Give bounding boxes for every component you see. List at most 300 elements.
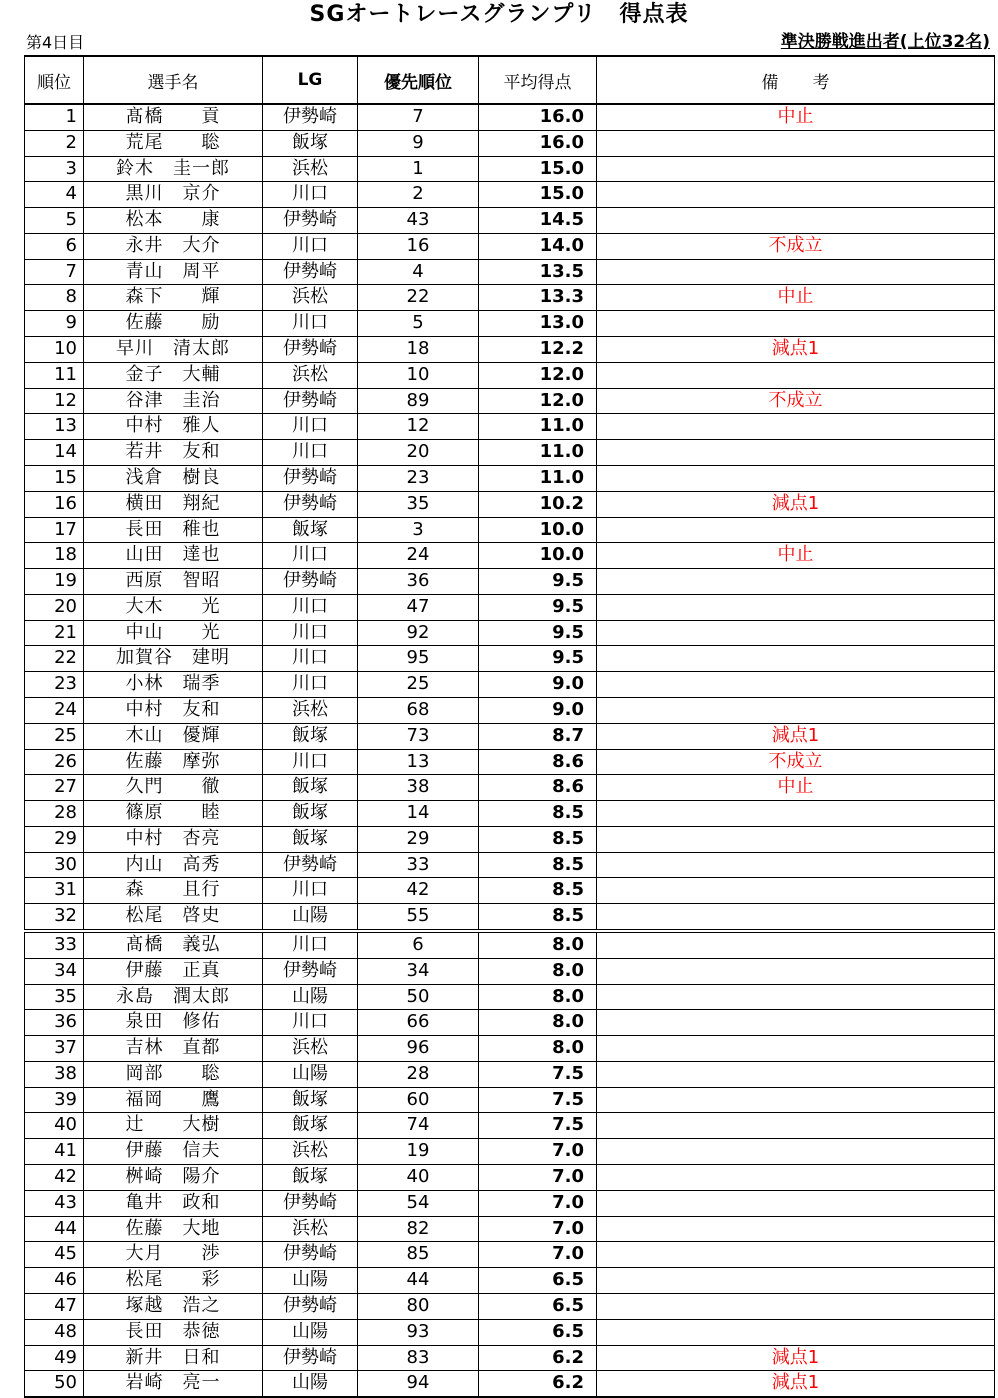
qualify-note: 準決勝戦進出者(上位32名) xyxy=(780,32,990,52)
cell-lg: 川口 xyxy=(263,672,358,698)
cell-rank: 10 xyxy=(25,337,84,363)
cell-rank: 17 xyxy=(25,517,84,543)
cell-name: 髙橋 貢 xyxy=(84,104,263,130)
cell-name: 塚越 浩之 xyxy=(84,1293,263,1319)
cell-name: 永井 大介 xyxy=(84,233,263,259)
cell-name: 佐藤 大地 xyxy=(84,1216,263,1242)
cell-rank: 47 xyxy=(25,1293,84,1319)
cell-remark: 減点1 xyxy=(597,337,995,363)
table-row xyxy=(25,1061,995,1087)
cell-rank: 20 xyxy=(25,594,84,620)
cell-priority: 66 xyxy=(358,1010,479,1036)
cell-avg: 10.2 xyxy=(479,491,597,517)
cell-remark xyxy=(597,1010,995,1036)
cell-remark xyxy=(597,646,995,672)
cell-rank: 44 xyxy=(25,1216,84,1242)
cell-lg: 飯塚 xyxy=(263,130,358,156)
cell-priority: 54 xyxy=(358,1190,479,1216)
table-row xyxy=(25,620,995,646)
table-row xyxy=(25,414,995,440)
cell-rank: 7 xyxy=(25,259,84,285)
cell-lg: 伊勢崎 xyxy=(263,1242,358,1268)
cell-avg: 7.5 xyxy=(479,1087,597,1113)
table-row xyxy=(25,569,995,595)
cell-priority: 60 xyxy=(358,1087,479,1113)
table-row xyxy=(25,931,995,958)
cell-remark xyxy=(597,1293,995,1319)
cell-name: 山田 達也 xyxy=(84,543,263,569)
cell-rank: 14 xyxy=(25,440,84,466)
cell-priority: 3 xyxy=(358,517,479,543)
table-row xyxy=(25,1268,995,1294)
cell-priority: 12 xyxy=(358,414,479,440)
cell-priority: 22 xyxy=(358,285,479,311)
cell-priority: 9 xyxy=(358,130,479,156)
table-row xyxy=(25,208,995,234)
table-row xyxy=(25,285,995,311)
cell-remark: 中止 xyxy=(597,285,995,311)
table-row xyxy=(25,543,995,569)
cell-remark xyxy=(597,1165,995,1191)
cell-name: 加賀谷 建明 xyxy=(84,646,263,672)
cell-avg: 6.2 xyxy=(479,1345,597,1371)
cell-name: 岩崎 亮一 xyxy=(84,1371,263,1397)
cell-remark xyxy=(597,1036,995,1062)
table-row xyxy=(25,801,995,827)
cell-name: 大木 光 xyxy=(84,594,263,620)
table-row xyxy=(25,1010,995,1036)
cell-remark xyxy=(597,620,995,646)
cell-rank: 38 xyxy=(25,1061,84,1087)
cell-name: 木山 優輝 xyxy=(84,723,263,749)
cell-avg: 8.7 xyxy=(479,723,597,749)
cell-priority: 47 xyxy=(358,594,479,620)
cell-lg: 川口 xyxy=(263,620,358,646)
cell-name: 篠原 睦 xyxy=(84,801,263,827)
cell-priority: 85 xyxy=(358,1242,479,1268)
cell-remark xyxy=(597,958,995,984)
cell-name: 森下 輝 xyxy=(84,285,263,311)
table-row xyxy=(25,517,995,543)
cell-avg: 16.0 xyxy=(479,130,597,156)
cell-rank: 48 xyxy=(25,1319,84,1345)
cell-remark: 不成立 xyxy=(597,749,995,775)
cell-priority: 25 xyxy=(358,672,479,698)
cell-lg: 伊勢崎 xyxy=(263,259,358,285)
cell-lg: 伊勢崎 xyxy=(263,388,358,414)
cell-priority: 33 xyxy=(358,852,479,878)
table-row xyxy=(25,646,995,672)
cell-priority: 1 xyxy=(358,156,479,182)
cell-remark xyxy=(597,569,995,595)
cell-remark xyxy=(597,1190,995,1216)
cell-avg: 7.5 xyxy=(479,1061,597,1087)
cell-avg: 8.5 xyxy=(479,826,597,852)
score-table xyxy=(24,55,995,1398)
cell-name: 青山 周平 xyxy=(84,259,263,285)
cell-remark: 中止 xyxy=(597,543,995,569)
cell-name: 亀井 政和 xyxy=(84,1190,263,1216)
cell-remark: 中止 xyxy=(597,104,995,130)
cell-lg: 川口 xyxy=(263,646,358,672)
cell-priority: 13 xyxy=(358,749,479,775)
cell-remark xyxy=(597,182,995,208)
table-row xyxy=(25,491,995,517)
cell-name: 中村 友和 xyxy=(84,697,263,723)
cell-name: 森 且行 xyxy=(84,878,263,904)
cell-priority: 35 xyxy=(358,491,479,517)
cell-remark: 減点1 xyxy=(597,491,995,517)
table-row xyxy=(25,1371,995,1397)
table-row xyxy=(25,1113,995,1139)
cell-priority: 55 xyxy=(358,904,479,931)
cell-priority: 18 xyxy=(358,337,479,363)
cell-avg: 8.0 xyxy=(479,1036,597,1062)
cell-avg: 11.0 xyxy=(479,414,597,440)
cell-lg: 伊勢崎 xyxy=(263,569,358,595)
cell-rank: 31 xyxy=(25,878,84,904)
cell-rank: 19 xyxy=(25,569,84,595)
cell-avg: 8.5 xyxy=(479,852,597,878)
cell-lg: 川口 xyxy=(263,311,358,337)
cell-name: 松尾 啓史 xyxy=(84,904,263,931)
cell-avg: 13.0 xyxy=(479,311,597,337)
cell-name: 泉田 修佑 xyxy=(84,1010,263,1036)
cell-name: 福岡 鷹 xyxy=(84,1087,263,1113)
cell-avg: 8.0 xyxy=(479,1010,597,1036)
cell-priority: 82 xyxy=(358,1216,479,1242)
cell-lg: 飯塚 xyxy=(263,517,358,543)
cell-rank: 15 xyxy=(25,465,84,491)
cell-lg: 浜松 xyxy=(263,1216,358,1242)
cell-name: 中山 光 xyxy=(84,620,263,646)
cell-rank: 22 xyxy=(25,646,84,672)
cell-priority: 6 xyxy=(358,931,479,958)
cell-lg: 伊勢崎 xyxy=(263,465,358,491)
cell-lg: 川口 xyxy=(263,233,358,259)
cell-avg: 7.0 xyxy=(479,1190,597,1216)
cell-rank: 39 xyxy=(25,1087,84,1113)
col-header-priority: 優先順位 xyxy=(358,56,479,104)
cell-name: 松本 康 xyxy=(84,208,263,234)
cell-remark xyxy=(597,414,995,440)
cell-name: 浅倉 樹良 xyxy=(84,465,263,491)
cell-lg: 川口 xyxy=(263,543,358,569)
cell-remark xyxy=(597,594,995,620)
cell-priority: 44 xyxy=(358,1268,479,1294)
cell-name: 早川 清太郎 xyxy=(84,337,263,363)
table-row xyxy=(25,130,995,156)
cell-priority: 83 xyxy=(358,1345,479,1371)
cell-rank: 13 xyxy=(25,414,84,440)
cell-name: 佐藤 摩弥 xyxy=(84,749,263,775)
cell-remark xyxy=(597,984,995,1010)
cell-avg: 13.3 xyxy=(479,285,597,311)
cell-remark xyxy=(597,130,995,156)
cell-name: 髙橋 義弘 xyxy=(84,931,263,958)
cell-priority: 10 xyxy=(358,362,479,388)
cell-avg: 11.0 xyxy=(479,440,597,466)
table-row xyxy=(25,1216,995,1242)
cell-avg: 9.5 xyxy=(479,594,597,620)
cell-avg: 15.0 xyxy=(479,182,597,208)
cell-remark: 減点1 xyxy=(597,723,995,749)
page-title: SGオートレースグランプリ 得点表 xyxy=(309,2,689,27)
cell-priority: 95 xyxy=(358,646,479,672)
cell-priority: 29 xyxy=(358,826,479,852)
cell-priority: 74 xyxy=(358,1113,479,1139)
cell-avg: 9.5 xyxy=(479,620,597,646)
cell-lg: 浜松 xyxy=(263,285,358,311)
cell-rank: 35 xyxy=(25,984,84,1010)
table-row xyxy=(25,233,995,259)
table-row xyxy=(25,749,995,775)
cell-priority: 16 xyxy=(358,233,479,259)
cell-remark xyxy=(597,1087,995,1113)
cell-avg: 10.0 xyxy=(479,517,597,543)
cell-lg: 浜松 xyxy=(263,697,358,723)
cell-name: 辻 大樹 xyxy=(84,1113,263,1139)
cell-name: 西原 智昭 xyxy=(84,569,263,595)
cell-rank: 25 xyxy=(25,723,84,749)
cell-lg: 伊勢崎 xyxy=(263,1293,358,1319)
cell-name: 中村 杏亮 xyxy=(84,826,263,852)
cell-avg: 6.5 xyxy=(479,1319,597,1345)
cell-name: 横田 翔紀 xyxy=(84,491,263,517)
table-row xyxy=(25,362,995,388)
cell-rank: 18 xyxy=(25,543,84,569)
cell-remark xyxy=(597,697,995,723)
table-row xyxy=(25,259,995,285)
cell-avg: 7.0 xyxy=(479,1139,597,1165)
cell-lg: 伊勢崎 xyxy=(263,852,358,878)
cell-priority: 93 xyxy=(358,1319,479,1345)
cell-avg: 6.2 xyxy=(479,1371,597,1397)
cell-avg: 16.0 xyxy=(479,104,597,130)
cell-avg: 6.5 xyxy=(479,1268,597,1294)
cell-remark xyxy=(597,1216,995,1242)
cell-lg: 山陽 xyxy=(263,1268,358,1294)
cell-rank: 28 xyxy=(25,801,84,827)
table-row xyxy=(25,465,995,491)
cell-rank: 8 xyxy=(25,285,84,311)
cell-rank: 45 xyxy=(25,1242,84,1268)
table-row xyxy=(25,388,995,414)
cell-lg: 川口 xyxy=(263,594,358,620)
cell-lg: 伊勢崎 xyxy=(263,1190,358,1216)
cell-rank: 36 xyxy=(25,1010,84,1036)
cell-priority: 20 xyxy=(358,440,479,466)
cell-lg: 伊勢崎 xyxy=(263,337,358,363)
cell-rank: 50 xyxy=(25,1371,84,1397)
cell-remark: 不成立 xyxy=(597,388,995,414)
cell-remark xyxy=(597,156,995,182)
cell-remark xyxy=(597,362,995,388)
day-label: 第4日目 xyxy=(26,33,85,52)
cell-rank: 32 xyxy=(25,904,84,931)
cell-lg: 浜松 xyxy=(263,1036,358,1062)
cell-remark: 中止 xyxy=(597,775,995,801)
cell-avg: 8.0 xyxy=(479,931,597,958)
cell-name: 久門 徹 xyxy=(84,775,263,801)
cell-lg: 川口 xyxy=(263,878,358,904)
cell-avg: 15.0 xyxy=(479,156,597,182)
cell-remark: 減点1 xyxy=(597,1371,995,1397)
cell-rank: 30 xyxy=(25,852,84,878)
cell-lg: 飯塚 xyxy=(263,775,358,801)
cell-rank: 16 xyxy=(25,491,84,517)
cell-remark xyxy=(597,1319,995,1345)
cell-name: 鈴木 圭一郎 xyxy=(84,156,263,182)
cell-priority: 34 xyxy=(358,958,479,984)
cell-avg: 8.6 xyxy=(479,775,597,801)
cell-rank: 21 xyxy=(25,620,84,646)
cell-remark xyxy=(597,826,995,852)
cell-priority: 80 xyxy=(358,1293,479,1319)
cell-rank: 42 xyxy=(25,1165,84,1191)
cell-remark: 減点1 xyxy=(597,1345,995,1371)
cell-lg: 飯塚 xyxy=(263,801,358,827)
cell-name: 金子 大輔 xyxy=(84,362,263,388)
cell-avg: 8.0 xyxy=(479,984,597,1010)
cell-rank: 26 xyxy=(25,749,84,775)
cell-remark xyxy=(597,517,995,543)
cell-lg: 伊勢崎 xyxy=(263,491,358,517)
table-row xyxy=(25,1165,995,1191)
cell-priority: 23 xyxy=(358,465,479,491)
cell-lg: 飯塚 xyxy=(263,1113,358,1139)
cell-priority: 40 xyxy=(358,1165,479,1191)
cell-rank: 5 xyxy=(25,208,84,234)
cell-lg: 浜松 xyxy=(263,362,358,388)
cell-rank: 37 xyxy=(25,1036,84,1062)
cell-rank: 33 xyxy=(25,931,84,958)
cell-remark xyxy=(597,208,995,234)
cell-avg: 7.0 xyxy=(479,1242,597,1268)
cell-remark xyxy=(597,852,995,878)
table-row xyxy=(25,904,995,931)
cell-priority: 4 xyxy=(358,259,479,285)
cell-priority: 36 xyxy=(358,569,479,595)
table-row xyxy=(25,723,995,749)
cell-lg: 川口 xyxy=(263,182,358,208)
cell-priority: 43 xyxy=(358,208,479,234)
cell-rank: 3 xyxy=(25,156,84,182)
cell-avg: 11.0 xyxy=(479,465,597,491)
cell-avg: 12.2 xyxy=(479,337,597,363)
cell-name: 岡部 聡 xyxy=(84,1061,263,1087)
cell-name: 長田 稚也 xyxy=(84,517,263,543)
cell-lg: 山陽 xyxy=(263,1061,358,1087)
table-row xyxy=(25,1345,995,1371)
cell-lg: 山陽 xyxy=(263,904,358,931)
cell-avg: 9.5 xyxy=(479,569,597,595)
cell-avg: 8.0 xyxy=(479,958,597,984)
cell-priority: 28 xyxy=(358,1061,479,1087)
cell-remark xyxy=(597,440,995,466)
header-row xyxy=(25,56,995,104)
cell-rank: 6 xyxy=(25,233,84,259)
cell-lg: 山陽 xyxy=(263,984,358,1010)
cell-rank: 1 xyxy=(25,104,84,130)
cell-rank: 9 xyxy=(25,311,84,337)
cell-rank: 29 xyxy=(25,826,84,852)
cell-remark xyxy=(597,1113,995,1139)
cell-avg: 8.5 xyxy=(479,801,597,827)
table-row xyxy=(25,440,995,466)
cell-priority: 2 xyxy=(358,182,479,208)
cell-remark xyxy=(597,904,995,931)
cell-lg: 川口 xyxy=(263,440,358,466)
cell-rank: 12 xyxy=(25,388,84,414)
cell-rank: 2 xyxy=(25,130,84,156)
cell-avg: 6.5 xyxy=(479,1293,597,1319)
cell-lg: 川口 xyxy=(263,931,358,958)
col-header-remark: 備 考 xyxy=(597,56,995,104)
table-row xyxy=(25,1293,995,1319)
cell-rank: 24 xyxy=(25,697,84,723)
cell-remark xyxy=(597,465,995,491)
cell-remark: 不成立 xyxy=(597,233,995,259)
cell-remark xyxy=(597,1139,995,1165)
cell-name: 松尾 彩 xyxy=(84,1268,263,1294)
cell-priority: 7 xyxy=(358,104,479,130)
cell-lg: 山陽 xyxy=(263,1319,358,1345)
table-row xyxy=(25,1242,995,1268)
table-row xyxy=(25,852,995,878)
table-row xyxy=(25,958,995,984)
cell-avg: 7.0 xyxy=(479,1216,597,1242)
cell-avg: 9.0 xyxy=(479,697,597,723)
cell-priority: 5 xyxy=(358,311,479,337)
cell-priority: 89 xyxy=(358,388,479,414)
table-row xyxy=(25,826,995,852)
cell-avg: 9.0 xyxy=(479,672,597,698)
cell-priority: 19 xyxy=(358,1139,479,1165)
cell-remark xyxy=(597,1242,995,1268)
cell-priority: 92 xyxy=(358,620,479,646)
cell-lg: 飯塚 xyxy=(263,1087,358,1113)
cell-lg: 伊勢崎 xyxy=(263,1345,358,1371)
cell-avg: 13.5 xyxy=(479,259,597,285)
cell-priority: 42 xyxy=(358,878,479,904)
table-row xyxy=(25,104,995,130)
table-row xyxy=(25,1087,995,1113)
cell-avg: 8.5 xyxy=(479,878,597,904)
cell-priority: 14 xyxy=(358,801,479,827)
cell-avg: 12.0 xyxy=(479,388,597,414)
cell-remark xyxy=(597,311,995,337)
table-row xyxy=(25,156,995,182)
cell-rank: 4 xyxy=(25,182,84,208)
cell-lg: 浜松 xyxy=(263,1139,358,1165)
cell-lg: 飯塚 xyxy=(263,723,358,749)
table-row xyxy=(25,775,995,801)
table-row xyxy=(25,182,995,208)
cell-name: 伊藤 信夫 xyxy=(84,1139,263,1165)
cell-name: 小林 瑞季 xyxy=(84,672,263,698)
cell-name: 内山 高秀 xyxy=(84,852,263,878)
col-header-lg: LG xyxy=(263,56,358,104)
cell-lg: 川口 xyxy=(263,414,358,440)
cell-remark xyxy=(597,878,995,904)
cell-remark xyxy=(597,1268,995,1294)
cell-lg: 浜松 xyxy=(263,156,358,182)
table-row xyxy=(25,311,995,337)
table-row xyxy=(25,672,995,698)
cell-lg: 伊勢崎 xyxy=(263,208,358,234)
cell-priority: 38 xyxy=(358,775,479,801)
